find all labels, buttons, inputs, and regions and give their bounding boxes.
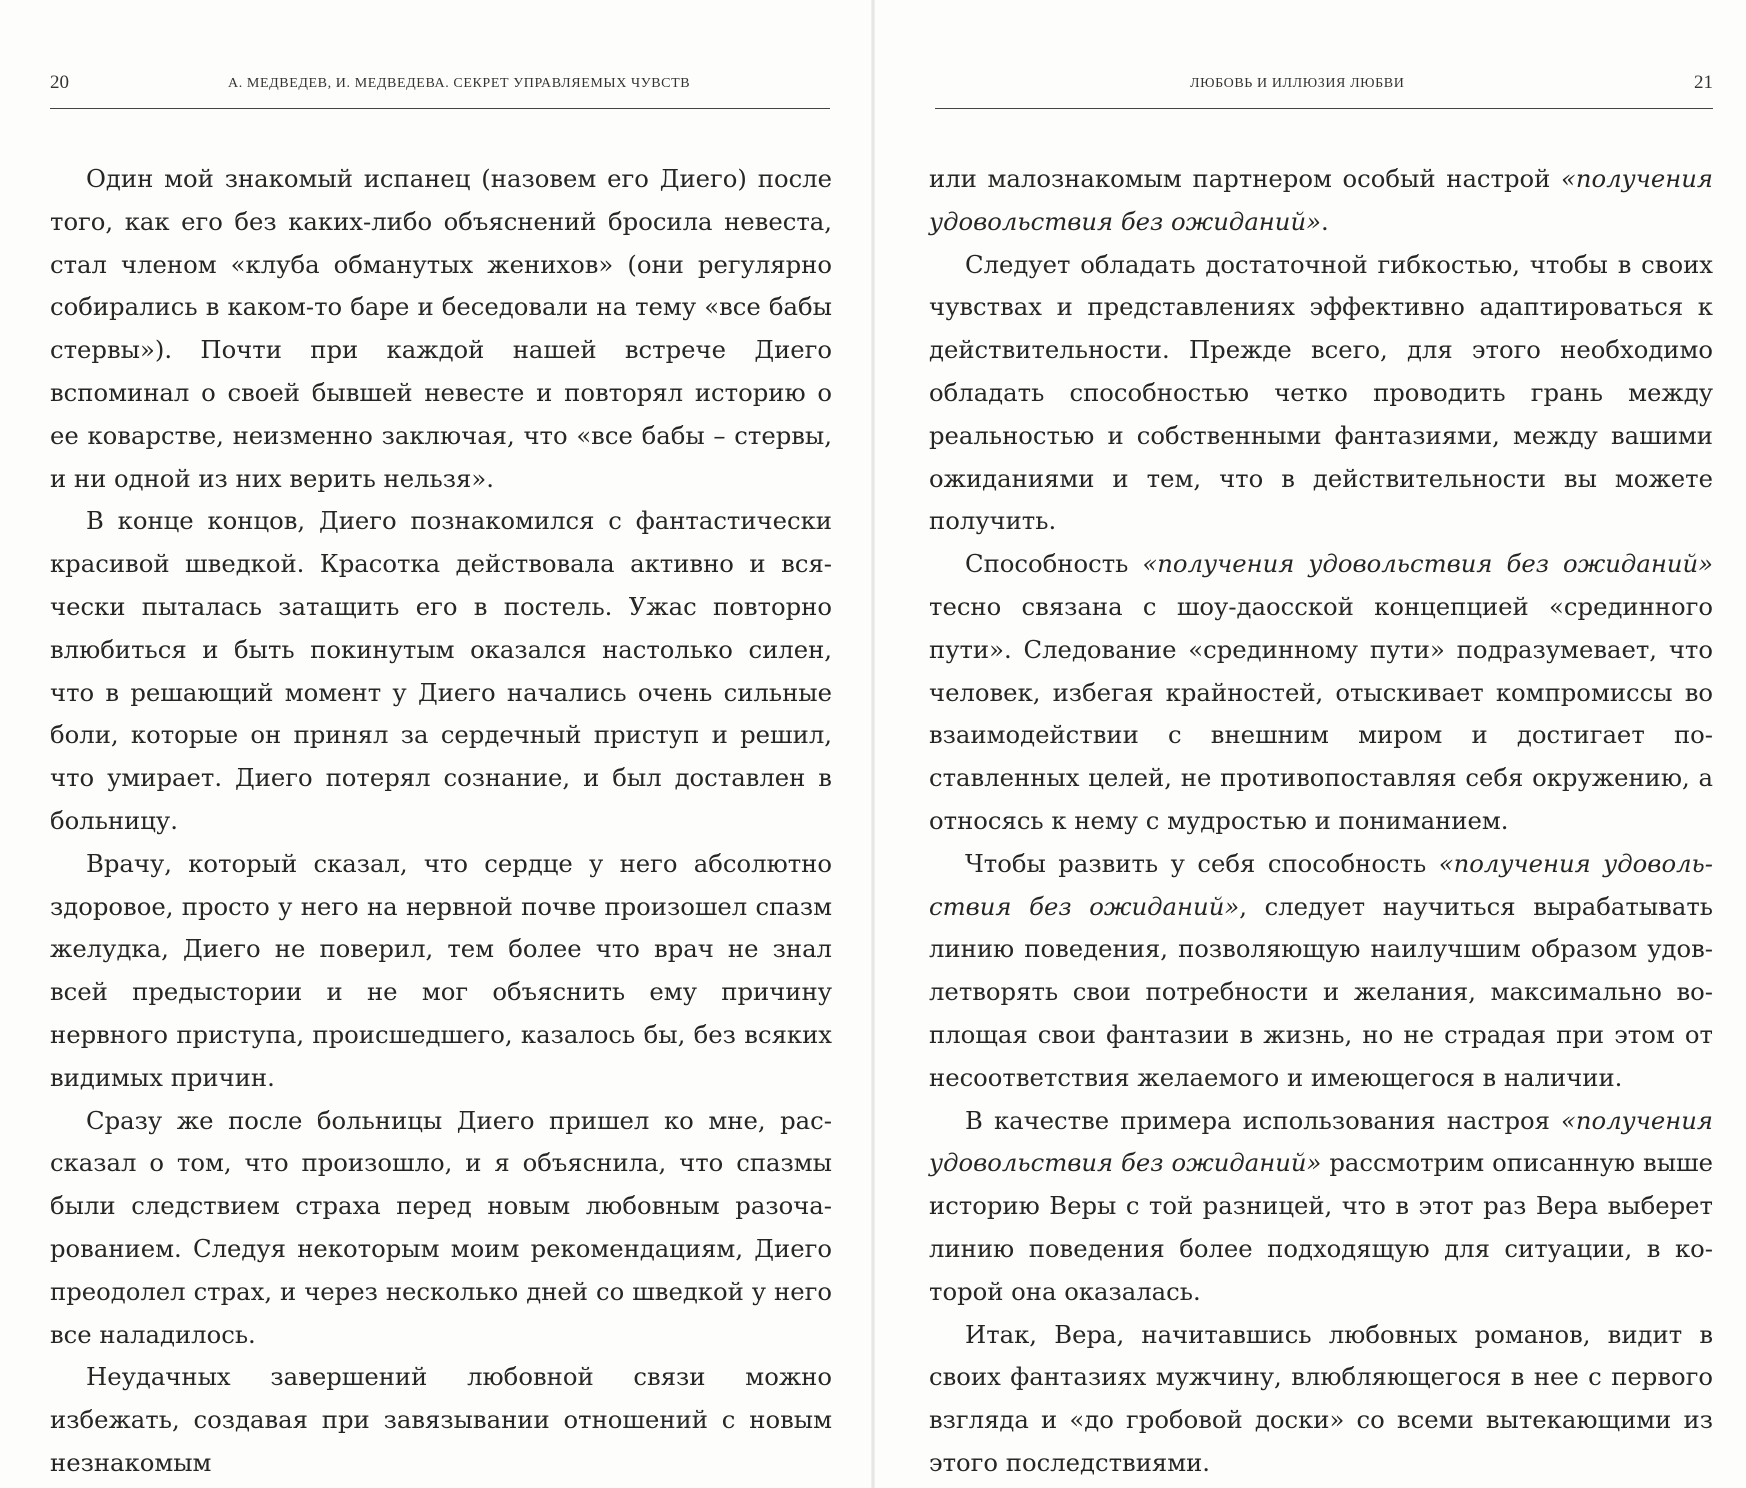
page-number-left: 20 [50,72,69,93]
page-number-right: 21 [1694,72,1713,93]
text-run: Способность [965,549,1143,579]
text-run: . [1320,206,1329,236]
italic-phrase: «получения удовольствия без ожиданий» [1142,549,1713,579]
running-head-right: ЛЮБОВЬ И ИЛЛЮЗИЯ ЛЮБВИ [1190,76,1405,91]
paragraph-continued [929,158,1713,244]
text-run: В качестве примера использования настроя [965,1105,1562,1135]
paragraph: Один мой знакомый испанец (назовем его Диего) после того, как его без каких-либо объяснений бросила невеста, стал членом «клуба обманутых женихов» (они регулярно собирались в каком-то баре и беседовали на тему «все бабы стервы»). Почти при каждой нашей встрече Диего вспоминал о своей бывшей невесте и повторял историю о ее коварстве, неизменно заключая, что «все бабы – стервы, и ни одной из них верить нельзя». [50,164,832,493]
text-run: тесно связана с шоу-даосской концепцией «срединного пути». Следование «срединному пути» подразумевает, что человек, избегая крайностей, отыскивает компромиссы во взаимодействии с внешним миром и достигает поставленных целей, не противопоставляя себя окружению, а относясь к нему с мудростью и пониманием. [929,591,1713,835]
text-run: Чтобы развить у себя способность [965,848,1439,878]
paragraph [929,1100,1713,1314]
text-run: , следует научиться вырабатывать линию поведения, позволяющую наилучшим образом удовлетворять свои потребности и желания, максимально воплощая свои фантазии в жизнь, но не страдая при этом от несоответствия желаемого и имеющегося в наличии. [929,891,1713,1092]
right-page-header [935,74,1713,109]
text-run: или малознакомым партнером особый настрой [929,164,1562,193]
paragraph: Врачу, который сказал, что сердце у него абсолютно здоровое, просто у него на нервной почве произошел спазм желудка, Диего не поверил, тем более что врач не знал всей предыстории и не мог объяснить ему причину нервного приступа, происшедшего, казалось бы, без всяких видимых причин. [50,848,832,1092]
running-head-left: А. МЕДВЕДЕВ, И. МЕДВЕДЕВА. СЕКРЕТ УПРАВЛЯЕМЫХ ЧУВСТВ [228,76,691,91]
italic-phrase: «получения удовольствия без ожиданий» [929,1105,1713,1178]
left-page-header [50,74,830,109]
paragraph: Следует обладать достаточной гибкостью, чтобы в своих чувствах и представлениях эффективно адаптироваться к действительности. Прежде всего, для этого необходимо обладать способностью четко проводить грань между реальностью и собственными фантазиями, между вашими ожиданиями и тем, что в действительности вы можете получить. [929,249,1713,536]
right-page [873,0,1746,1488]
text-run: рассмотрим описанную выше историю Веры с той разницей, что в этот раз Вера выберет линию поведения более подходящую для ситуации, в которой она оказалась. [929,1148,1713,1306]
paragraph [929,843,1713,1100]
paragraph: В конце концов, Диего познакомился с фантастически красивой шведкой. Красотка действовала активно и всячески пыталась затащить его в постель. Ужас повторно влюбиться и быть покинутым оказался настолько силен, что в решающий момент у Диего начались очень сильные боли, которые он принял за сердечный приступ и решил, что умирает. Диего потерял сознание, и был доставлен в больницу. [50,506,832,835]
right-page-text [929,158,1713,1485]
paragraph: Итак, Вера, начитавшись любовных романов, видит в своих фантазиях мужчину, влюбляющегося в нее с первого взгляда и «до гробовой доски» со всеми вытекающими из этого последствиями. [929,1319,1713,1477]
italic-phrase: «получения удовольствия без ожиданий» [929,164,1713,236]
paragraph: Сразу же после больницы Диего пришел ко мне, рассказал о том, что произошло, и я объяснила, что спазмы были следствием страха перед новым любовным разочарованием. Следуя некоторым моим рекомендациям, Диего преодолел страх, и через несколько дней со шведкой у него все наладилось. [50,1105,832,1349]
left-page-text [50,158,832,1485]
paragraph: Неудачных завершений любовной связи можно избежать, создавая при завязывании отношений с новым незнакомым [50,1362,832,1477]
italic-phrase: «получения удовольствия без ожиданий» [929,848,1713,921]
paragraph [929,543,1713,843]
